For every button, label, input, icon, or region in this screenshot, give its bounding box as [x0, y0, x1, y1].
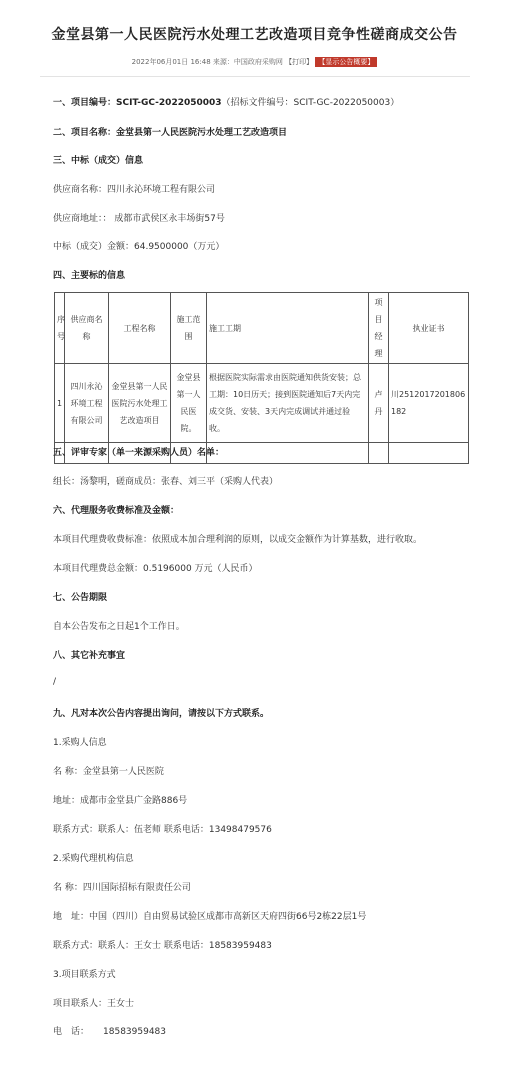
- purchaser-contact: 联系方式：联系人：伍老师 联系电话：13498479576: [53, 825, 272, 835]
- table-cell: 四川永沁环境工程有限公司: [65, 364, 109, 443]
- project-contact-person: 项目联系人：王女士: [53, 999, 135, 1009]
- project-contact-title: 3.项目联系方式: [53, 970, 116, 980]
- table-cell: 金堂县第一人民医院污水处理工艺改造项目: [109, 364, 171, 443]
- table-header-row: [55, 293, 469, 364]
- project-number: 一、项目编号：SCIT-GC-2022050003: [53, 98, 222, 108]
- fee-total: 本项目代理费总金额：0.5196000 万元（人民币）: [53, 564, 258, 574]
- section-3-heading: 三、中标（成交）信息: [53, 156, 144, 166]
- show-summary-button[interactable]: 【显示公告概要】: [315, 57, 377, 67]
- header-cell: 供应商名称: [65, 293, 109, 364]
- agency-name: 名 称：四川国际招标有限责任公司: [53, 883, 191, 893]
- header-cell: 工程名称: [109, 293, 171, 364]
- table-cell: 卢丹: [369, 364, 389, 443]
- notice-period: 自本公告发布之日起1个工作日。: [53, 622, 185, 632]
- header-cell: 执业证书: [389, 293, 469, 364]
- section-5-heading: 五、评审专家（单一来源采购人员）名单：: [53, 448, 225, 458]
- section-8-heading: 八、其它补充事宜: [53, 651, 126, 661]
- section-9-heading: 九、凡对本次公告内容提出询问，请按以下方式联系。: [53, 709, 270, 719]
- table-row: [55, 364, 469, 443]
- project-name: 二、项目名称：金堂县第一人民医院污水处理工艺改造项目: [53, 128, 288, 138]
- purchaser-title: 1.采购人信息: [53, 738, 107, 748]
- subject-table: [54, 292, 469, 464]
- project-contact-phone: [53, 1024, 166, 1037]
- header-cell: 施工工期: [207, 293, 369, 364]
- section-4-heading: 四、主要标的信息: [53, 271, 126, 281]
- section-7-heading: 七、公告期限: [53, 593, 108, 603]
- supplier-address: 供应商地址：： 成都市武侯区永丰场街57号: [53, 214, 225, 224]
- page-title: 金堂县第一人民医院污水处理工艺改造项目竞争性磋商成交公告: [51, 27, 458, 43]
- header-cell: 施工范围: [171, 293, 207, 364]
- header-divider: [40, 76, 470, 77]
- purchaser-address: 地址：成都市金堂县广金路886号: [53, 796, 188, 806]
- bid-amount: 中标（成交）金额：64.9500000（万元）: [53, 242, 225, 252]
- meta-line: [0, 57, 509, 67]
- section-6-heading: 六、代理服务收费标准及金额：: [53, 506, 180, 516]
- supplier-name: 供应商名称：四川永沁环境工程有限公司: [53, 185, 216, 195]
- table-cell: 川2512017201806182: [389, 364, 469, 443]
- print-link[interactable]: 【打印】: [285, 58, 314, 66]
- phone-number: 18583959483: [103, 1027, 167, 1037]
- header-cell: 序号: [55, 293, 65, 364]
- agency-contact: 联系方式：联系人：王女士 联系电话：18583959483: [53, 941, 272, 951]
- fee-standard: 本项目代理费收费标准：依照成本加合理利润的原则，以成交金额作为计算基数，进行收取。: [53, 535, 423, 545]
- table-cell: 1: [55, 364, 65, 443]
- expert-list: 组长：汤黎明，磋商成员：张春、刘三平（采购人代表）: [53, 477, 279, 487]
- table-cell: 金堂县第一人民医院。: [171, 364, 207, 443]
- phone-label: 电 话：: [53, 1027, 90, 1037]
- publish-date: 2022年06月01日 16:48: [131, 58, 211, 66]
- section-1: [53, 95, 399, 108]
- table-cell: 根据医院实际需求由医院通知供货安装；总工期：10日历天；接到医院通知后7天内完成交货、安装、3天内完成调试并通过验收。: [207, 364, 369, 443]
- bid-doc-number: （招标文件编号：SCIT-GC-2022050003）: [221, 98, 400, 108]
- header-cell: 项目经理: [369, 293, 389, 364]
- agency-address: 地 址：中国（四川）自由贸易试验区成都市高新区天府四街66号2栋22层1号: [53, 912, 367, 922]
- source-text: 来源：中国政府采购网: [212, 58, 283, 66]
- purchaser-name: 名 称：金堂县第一人民医院: [53, 767, 164, 777]
- agency-title: 2.采购代理机构信息: [53, 854, 134, 864]
- supplement-text: /: [53, 677, 57, 687]
